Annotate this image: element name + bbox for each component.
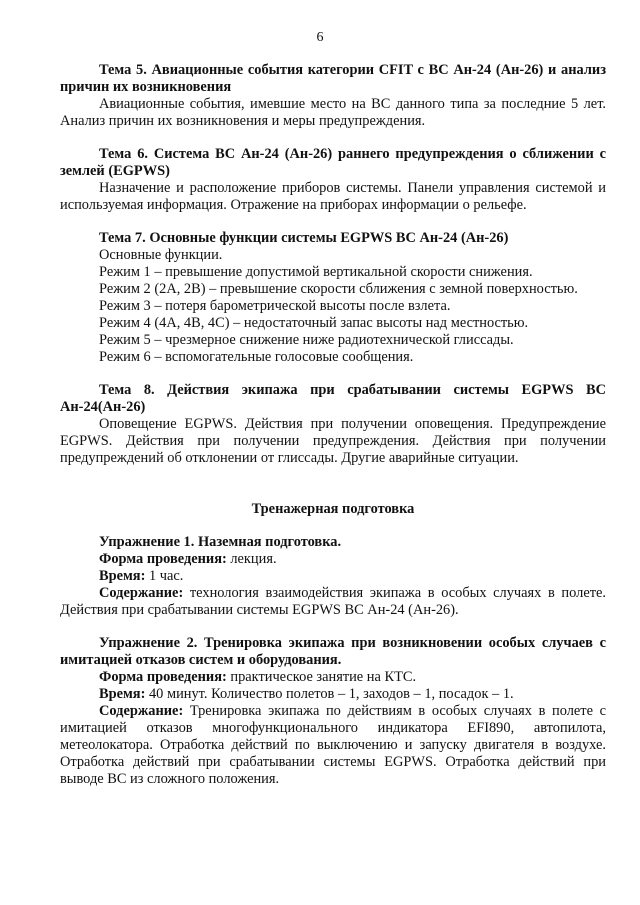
- exercise1-heading: Упражнение 1. Наземная подготовка.: [99, 534, 342, 550]
- topic7-line: Основные функции.: [99, 247, 223, 263]
- page-content: [60, 62, 606, 788]
- page-number: 6: [316, 30, 324, 45]
- topic5-body: Авиационные события, имевшие место на ВС данного типа за последние 5 лет. Анализ причин их возникновения и меры предупреждения.: [60, 96, 606, 129]
- topic7-line: Режим 5 – чрезмерное снижение ниже радиотехнической глиссады.: [99, 332, 514, 348]
- topic7-heading: Тема 7. Основные функции системы EGPWS ВС Ан-24 (Ан-26): [99, 230, 509, 246]
- topic7-line: Режим 2 (2А, 2В) – превышение скорости сближения с земной поверхностью.: [99, 281, 578, 297]
- topic8-heading: Тема 8. Действия экипажа при срабатывании системы EGPWS ВС Ан-24(Ан-26): [60, 382, 606, 415]
- topic8-body: Оповещение EGPWS. Действия при получении оповещения. Предупреждение EGPWS. Действия при получении предупреждения. Действия при получении предупреждений об отклонении от глиссады. Другие аварийные ситуации.: [60, 416, 606, 466]
- exercise2-heading: Упражнение 2. Тренировка экипажа при возникновении особых случаев с имитацией отказов систем и оборудования.: [60, 635, 606, 668]
- exercise2-content: Содержание: Тренировка экипажа по действиям в особых случаях в полете с имитацией отказов многофункционального индикатора EFI890, автопилота, метеолокатора. Отработка действий по выключению и запуску двигателя в воздухе. Отработка действий при срабатывании системы EGPWS. Отработка действий при выводе ВС из сложного положения.: [60, 703, 606, 787]
- topic6-body: Назначение и расположение приборов системы. Панели управления системой и используемая информация. Отражение на приборах информации о рельефе.: [60, 180, 606, 213]
- exercise1-content: Содержание: технология взаимодействия экипажа в особых случаях в полете. Действия при срабатывании системы EGPWS ВС Ан-24 (Ан-26).: [60, 585, 606, 618]
- topic7-line: Режим 6 – вспомогательные голосовые сообщения.: [99, 349, 414, 365]
- exercise1-time: Время: 1 час.: [99, 568, 184, 584]
- topic7-line: Режим 4 (4А, 4В, 4С) – недостаточный запас высоты над местностью.: [99, 315, 529, 331]
- exercise2-time: Время: 40 минут. Количество полетов – 1, заходов – 1, посадок – 1.: [99, 686, 514, 702]
- exercise2-form: Форма проведения: практическое занятие на КТС.: [99, 669, 417, 685]
- topic7-line: Режим 3 – потеря барометрической высоты после взлета.: [99, 298, 451, 314]
- topic6-heading: Тема 6. Система ВС Ан-24 (Ан-26) раннего предупреждения о сближении с землей (EGPWS): [60, 146, 606, 179]
- exercise1-form: Форма проведения: лекция.: [99, 551, 277, 567]
- topic5-heading: Тема 5. Авиационные события категории CFIT с ВС Ан-24 (Ан-26) и анализ причин их возникновения: [60, 62, 606, 95]
- section-title: Тренажерная подготовка: [251, 501, 415, 517]
- topic7-line: Режим 1 – превышение допустимой вертикальной скорости снижения.: [99, 264, 533, 280]
